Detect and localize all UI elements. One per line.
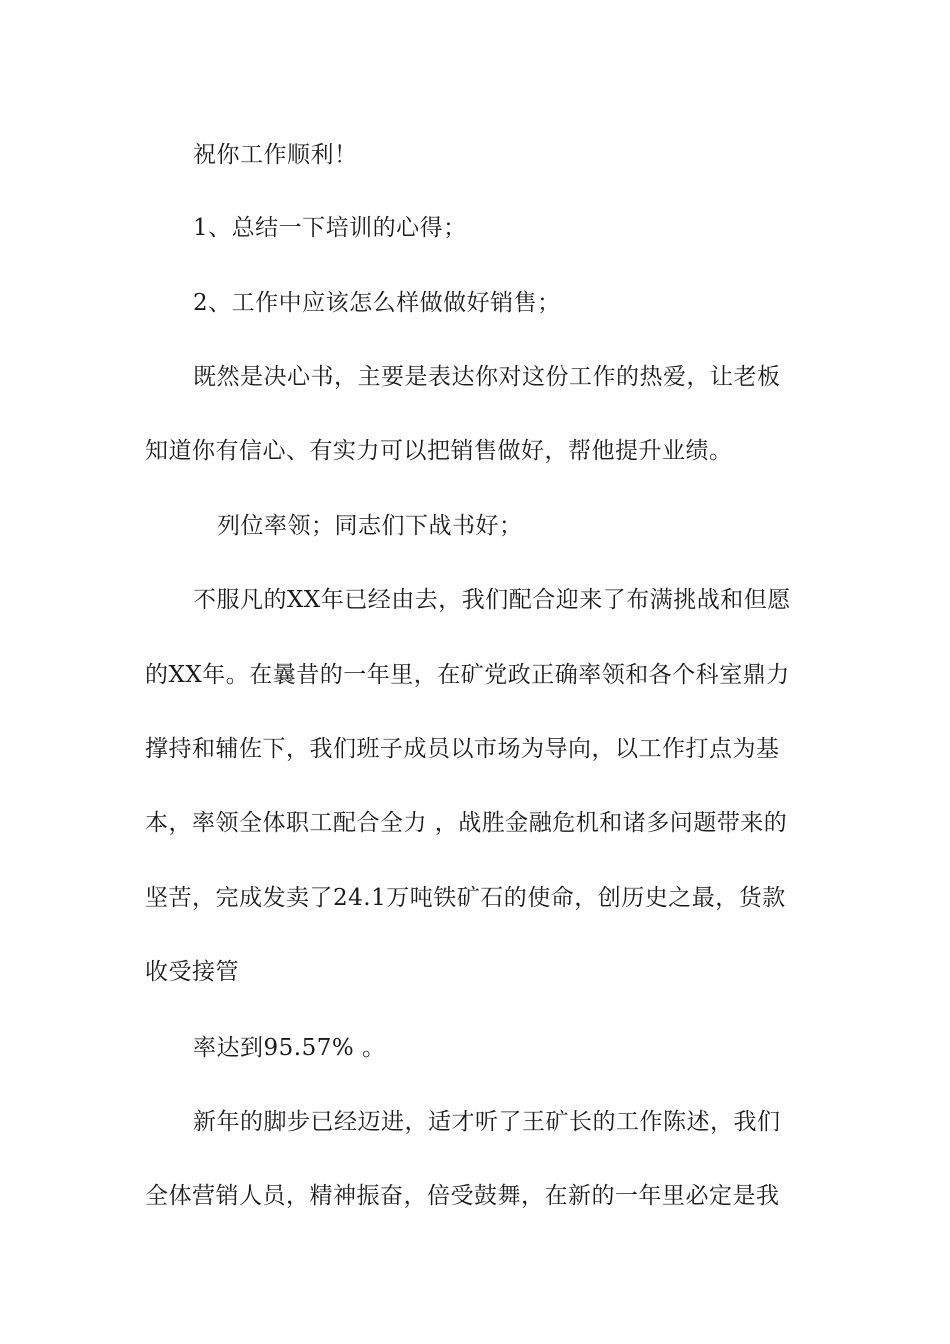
text-line-closing: 祝你工作顺利！: [193, 142, 358, 168]
text-line-paragraph-2d: 本，率领全体职工配合全力 ，战胜金融危机和诸多问题带来的: [145, 810, 788, 836]
text-line-salutation: 列位率领；同志们下战书好；: [217, 513, 523, 539]
text-line-paragraph-1a: 既然是决心书，主要是表达你对这份工作的热爱，让老板: [193, 364, 781, 390]
text-line-paragraph-2e: 坚苦，完成发卖了24.1万吨铁矿石的使命，创历史之最，货款: [145, 885, 786, 911]
text-line-paragraph-4b: 全体营销人员，精神振奋，倍受鼓舞，在新的一年里必定是我: [145, 1183, 780, 1209]
text-line-paragraph-2b: 的XX年。在曩昔的一年里，在矿党政正确率领和各个科室鼎力: [145, 662, 790, 688]
text-line-paragraph-3: 率达到95.57% 。: [193, 1035, 386, 1061]
text-line-paragraph-2f: 收受接管: [145, 959, 239, 985]
text-line-paragraph-2a: 不服凡的XX年已经由去，我们配合迎来了布满挑战和但愿: [193, 587, 791, 613]
text-line-paragraph-4a: 新年的脚步已经迈进，适才听了王矿长的工作陈述，我们: [193, 1109, 781, 1135]
text-line-paragraph-1b: 知道你有信心、有实力可以把销售做好，帮他提升业绩。: [145, 438, 733, 464]
text-line-item-1: 1、总结一下培训的心得；: [193, 215, 467, 241]
text-line-item-2: 2、工作中应该怎么样做做好销售；: [193, 290, 561, 316]
text-line-paragraph-2c: 撑持和辅佐下，我们班子成员以市场为导向，以工作打点为基: [145, 736, 780, 762]
